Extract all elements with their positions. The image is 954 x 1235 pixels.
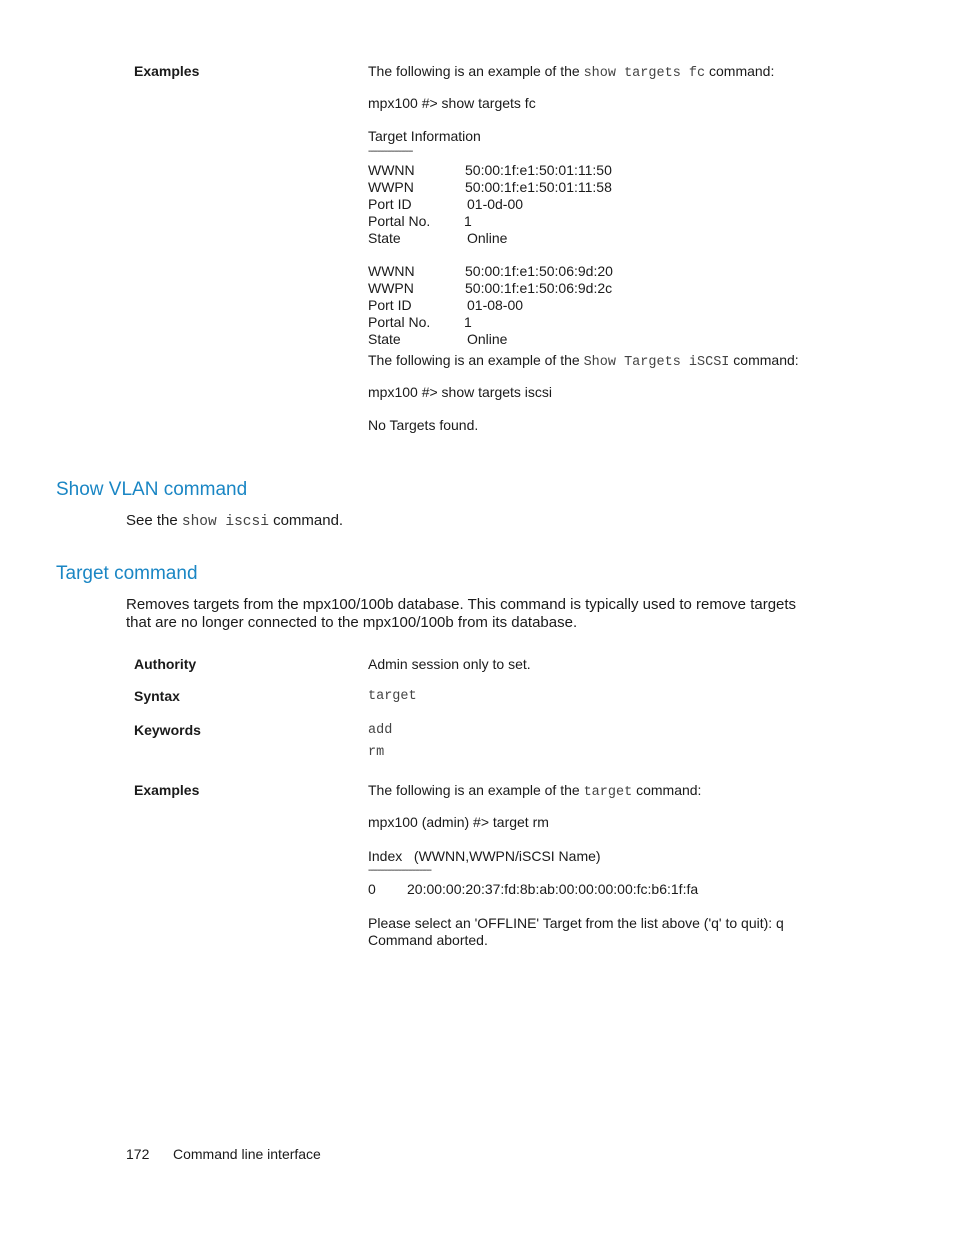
inline-command: show iscsi xyxy=(181,514,269,530)
output-divider: ------------------- xyxy=(368,146,413,157)
examples-label-2: Examples xyxy=(134,782,200,798)
target-field-value: 01-08-00 xyxy=(467,297,524,313)
intro-text: The following is an example of the xyxy=(368,352,584,368)
inline-command: target xyxy=(583,785,633,800)
target-field-key: Port ID xyxy=(368,297,412,313)
example-intro xyxy=(368,63,774,81)
target-field-key: Portal No. xyxy=(368,314,431,330)
target-field-key: Portal No. xyxy=(368,213,431,229)
intro-text: The following is an example of the xyxy=(368,63,584,79)
section-title-target: Target command xyxy=(56,563,198,584)
examples-label: Examples xyxy=(134,63,200,79)
intro-text-end: command: xyxy=(632,782,702,798)
command-prompt-2: mpx100 #> show targets iscsi xyxy=(368,384,553,400)
target-field-key: WWPN xyxy=(368,280,414,296)
target-field-key: Port ID xyxy=(368,196,412,212)
inline-command: Show Targets iSCSI xyxy=(583,355,730,370)
target-field-value: 50:00:1f:e1:50:01:11:58 xyxy=(465,179,612,195)
target-field-value: 1 xyxy=(464,314,472,330)
aborted-message: Command aborted. xyxy=(368,932,488,948)
output-heading: Target Information xyxy=(368,128,481,144)
index-row-value: 20:00:00:20:37:fd:8b:ab:00:00:00:00:fc:b6:1f:fa xyxy=(407,881,699,897)
footer-section: Command line interface xyxy=(173,1146,321,1162)
section-title-show-vlan: Show VLAN command xyxy=(56,479,248,500)
target-field-value: 50:00:1f:e1:50:06:9d:20 xyxy=(465,263,613,279)
select-prompt: Please select an 'OFFLINE' Target from the list above ('q' to quit): q xyxy=(368,915,784,931)
keywords-label: Keywords xyxy=(134,722,201,738)
target-field-value: Online xyxy=(467,331,508,347)
target-field-key: WWNN xyxy=(368,162,415,178)
example-intro-2 xyxy=(368,352,799,370)
target-description-line-1: Removes targets from the mpx100/100b database. This command is typically used to remove targets xyxy=(126,596,797,613)
intro-text-end: command: xyxy=(705,63,775,79)
index-divider: --------------------------- xyxy=(368,865,431,876)
target-command-prompt: mpx100 (admin) #> target rm xyxy=(368,814,549,830)
target-field-key: WWNN xyxy=(368,263,415,279)
target-field-key: State xyxy=(368,331,401,347)
authority-label: Authority xyxy=(134,656,197,672)
target-description-line-2: that are no longer connected to the mpx100/100b from its database. xyxy=(126,614,578,631)
target-field-key: WWPN xyxy=(368,179,414,195)
target-field-value: 01-0d-00 xyxy=(467,196,524,212)
page-number: 172 xyxy=(126,1146,150,1162)
show-vlan-see-also xyxy=(126,512,343,530)
intro-text-end: command: xyxy=(729,352,799,368)
inline-command: show targets fc xyxy=(583,66,706,81)
see-text: See the xyxy=(126,512,182,529)
intro-text: The following is an example of the xyxy=(368,782,584,798)
index-row-number: 0 xyxy=(368,881,376,897)
see-text-end: command. xyxy=(268,512,344,529)
command-result-2: No Targets found. xyxy=(368,417,479,433)
command-prompt: mpx100 #> show targets fc xyxy=(368,95,536,111)
target-field-value: Online xyxy=(467,230,508,246)
target-field-key: State xyxy=(368,230,401,246)
keyword-item: add xyxy=(368,723,393,738)
target-example-intro xyxy=(368,782,701,800)
target-field-value: 1 xyxy=(464,213,472,229)
target-field-value: 50:00:1f:e1:50:06:9d:2c xyxy=(465,280,613,296)
target-field-value: 50:00:1f:e1:50:01:11:50 xyxy=(465,162,612,178)
syntax-label: Syntax xyxy=(134,688,180,704)
authority-value: Admin session only to set. xyxy=(368,656,531,672)
syntax-value: target xyxy=(368,689,417,704)
index-header: Index (WWNN,WWPN/iSCSI Name) xyxy=(368,848,601,864)
keyword-item: rm xyxy=(368,745,385,760)
